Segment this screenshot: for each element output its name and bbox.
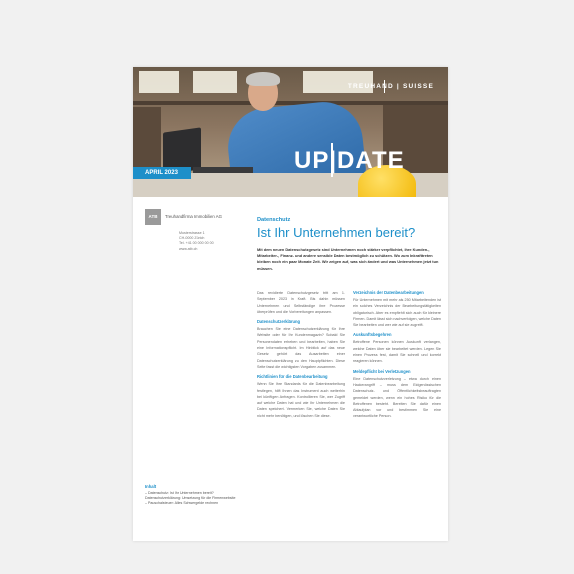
paragraph: Wenn Sie Ihre Standards für die Datenbearbeitung festlegen, hilft Ihnen das Instrument auch weiterhin bei künftigen Anfragen. Kontrollieren Sie, wer Zugriff auf welche Daten hat und wie Ihr Unternehmen die Daten speichert. Vermerken Sie, welche Daten Sie nicht mehr benötigen, und löschen Sie diese.: [257, 382, 345, 418]
masthead-title: UP|DATE: [294, 147, 405, 174]
article-rubric: Datenschutz: [257, 217, 291, 223]
issue-date: APRIL 2023: [133, 167, 191, 179]
paragraph: Für Unternehmen mit mehr als 250 Mitarbeitenden ist ein solches Verzeichnis der Bearbeitungstätigkeiten obligatorisch. Aber es empfiehlt sich auch für kleinere Firmen. Damit lässt sich nachverfolgen, welche Daten Sie bearbeiten und wer wie auf sie zugreift.: [353, 298, 441, 328]
paragraph: Eine Datenschutzverletzung – etwa durch einen Hackerangriff – muss dem Eidgenössischen Datenschutz- und Öffentlichkeitsbeauftragten gemeldet werden, wenn ein hohes Risiko für die Betroffenen besteht. Bereiten Sie dafür einen Ablaufplan vor und bestimmen Sie eine verantwortliche Person.: [353, 376, 441, 419]
paragraph: Brauchen Sie eine Datenschutzerklärung für Ihre Website oder für Ihr Kundenmagazin? Sobald Sie Personendaten erheben und bearbeiten, haben Sie eine Informationspflicht. Im Hinblick auf das neue Gesetz gehört das Ausarbeiten einer Datenschutzerklärung zu den Hauptpflichten. Diese Seite fasst die wichtigsten Vorgaben zusammen.: [257, 327, 345, 369]
newsletter-page: [133, 67, 448, 541]
subheading: Verzeichnis der Datenbearbeitungen: [353, 290, 424, 295]
article-lead: Mit dem neuen Datenschutzgesetz sind Unternehmen noch stärker verpflichtet, ihre Kunden-, Mitarbeiter-, Finanz- und andere sensible Daten bestmöglich zu schützen. Wo zum Inkrafttreten bleiben noch ein paar Monate Zeit. Wir zeigen auf, was sich ändert und was Unternehmen jetzt tun müssen.: [257, 247, 439, 271]
subheading: Auskunftsbegehren: [353, 332, 392, 338]
subheading: Richtlinien für die Datenbearbeitung: [257, 374, 328, 380]
contents-item: – Pauschalsteuer: Alles Schwergelde rechnen: [145, 501, 219, 505]
contents-box: [145, 484, 249, 506]
subheading: Meldepflicht bei Verletzungen: [353, 368, 411, 374]
contents-item: Datenschutzerklärung: Umsetzung für die Firmenwebsite: [145, 496, 236, 500]
company-name: Treuhandfirma Immobilien AG: [165, 214, 222, 219]
subheading: Datenschutzerklärung: [257, 319, 300, 325]
company-logo: ATB: [145, 209, 161, 225]
company-address: Musterstrasse 1 CH-0000 Zürich Tel. +41 00 000 00 00 www.atb.ch: [179, 231, 214, 251]
contents-heading: Inhalt: [145, 484, 157, 489]
hero-photo: [133, 67, 448, 197]
contents-item: – Datenschutz: Ist Ihr Unternehmen bereit?: [145, 491, 214, 495]
article-headline: Ist Ihr Unternehmen bereit?: [257, 225, 416, 240]
article-column-right: [353, 290, 441, 424]
paragraph: Das revidierte Datenschutzgesetz tritt am 1. September 2023 in Kraft. Bis dahin müssen Unternehmen und Selbständige ihre Prozesse überprüfen und die Vorbereitungen anpassen.: [257, 291, 345, 314]
paragraph: Betroffene Personen können Auskunft verlangen, welche Daten über sie bearbeitet werden. Legen Sie einen Prozess fest, damit Sie schnell und korrekt reagieren können.: [353, 340, 441, 364]
article-column-left: [257, 290, 345, 423]
brand-name: TREUHAND | SUISSE: [347, 83, 434, 90]
